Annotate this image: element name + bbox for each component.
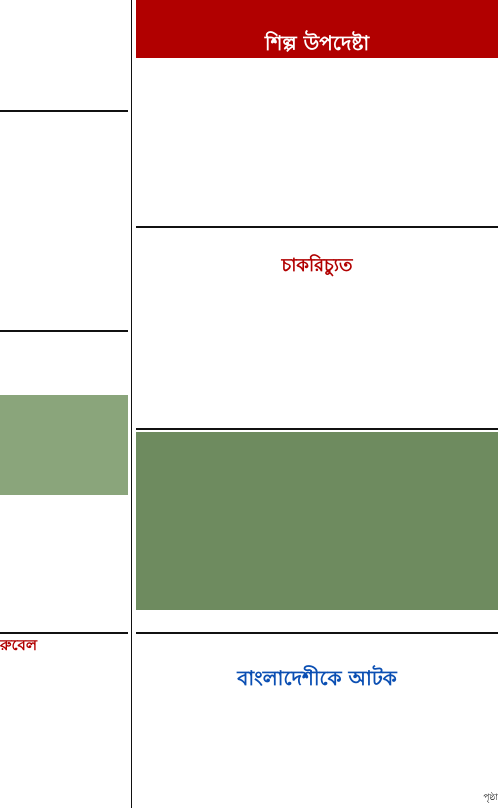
bottom-right-headline — [136, 636, 498, 700]
left-article-4-body — [0, 686, 128, 808]
middle-right-body — [136, 292, 498, 424]
top-right-headline-banner — [136, 0, 498, 58]
middle-right-headline — [136, 230, 498, 288]
right-divider-1 — [136, 226, 498, 228]
right-divider-2 — [136, 428, 498, 430]
middle-right-headline-line2: চাকরিচ্যুত — [281, 255, 353, 276]
left-article-2-headline — [0, 115, 128, 173]
left-divider-2 — [0, 330, 128, 332]
column-separator — [131, 0, 132, 808]
continue-marker — [410, 792, 498, 808]
left-article-2-body — [0, 175, 128, 325]
bottom-right-headline-line2: বাংলাদেশীকে আটক — [237, 666, 397, 690]
left-article-3-body — [0, 498, 128, 628]
left-article-1-body — [0, 0, 128, 100]
top-right-body — [136, 62, 498, 222]
right-photo-caption — [136, 612, 498, 630]
left-article-4-headline — [0, 636, 128, 682]
left-article-4-headline-end: রুবেল — [0, 636, 38, 654]
right-photo — [136, 432, 498, 610]
left-photo — [0, 395, 128, 495]
right-divider-3 — [136, 632, 498, 634]
left-divider-3 — [0, 632, 128, 634]
left-divider-1 — [0, 110, 128, 112]
left-article-3-headline — [0, 335, 128, 395]
continue-marker-text: পৃষ্ঠা — [483, 793, 498, 803]
top-right-headline-line2: শিল্প উপদেষ্টা — [264, 31, 370, 55]
